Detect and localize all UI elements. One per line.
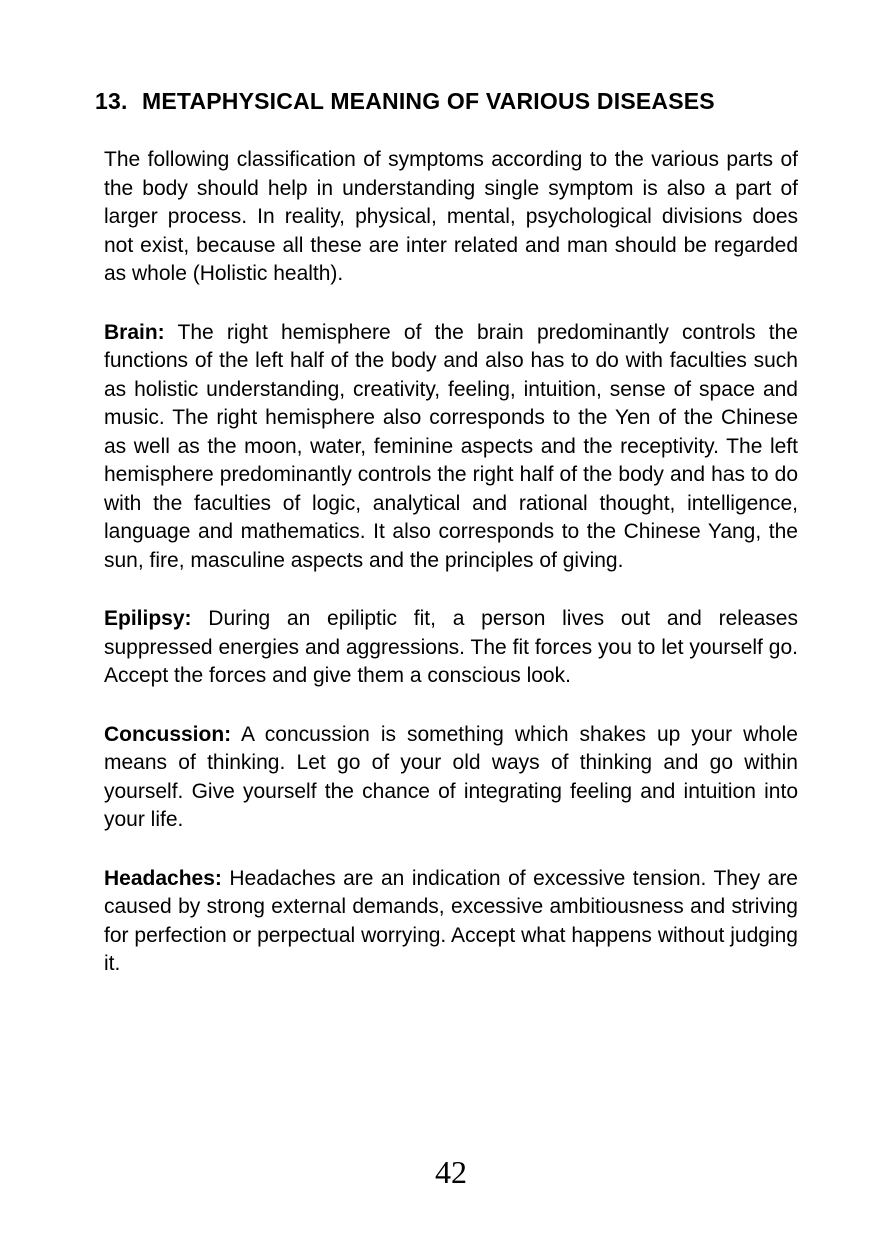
- paragraph-headaches: [104, 865, 798, 979]
- paragraph-brain-text: The right hemisphere of the brain predominantly controls the functions of the left half of the body and also has to do with faculties such as holistic understanding, creativity, feeling, intuition, sense of space and music. The right hemisphere also corresponds to the Yen of the Chinese as well as the moon, water, feminine aspects and the receptivity. The left hemisphere predominantly controls the right half of the body and has to do with the faculties of logic, analytical and rational thought, intelligence, language and mathematics. It also corresponds to the Chinese Yang, the sun, fire, masculine aspects and the principles of giving.: [104, 320, 798, 572]
- paragraph-epilipsy: [104, 605, 798, 691]
- intro-paragraph-text: The following classification of symptoms according to the various parts of the body should help in understanding single symptom is also a part of larger process. In reality, physical, mental, psychological divisions does not exist, because all these are inter related and man should be regarded as whole (Holistic health).: [104, 148, 798, 285]
- paragraph-brain-label: Brain:: [104, 320, 165, 344]
- chapter-heading: [95, 88, 715, 116]
- body-text: [104, 146, 798, 1009]
- page-number: 42: [435, 1154, 467, 1190]
- paragraph-concussion-label: Concussion:: [104, 722, 232, 746]
- chapter-number: 13.: [95, 88, 128, 114]
- intro-paragraph: [104, 146, 798, 289]
- paragraph-epilipsy-text: During an epiliptic fit, a person lives out and releases suppressed energies and aggressions. The fit forces you to let yourself go. Accept the forces and give them a conscious look.: [104, 607, 798, 687]
- paragraph-brain: [104, 319, 798, 576]
- paragraph-concussion: [104, 721, 798, 835]
- paragraph-headaches-text: Headaches are an indication of excessive tension. They are caused by strong external demands, excessive ambitiousness and striving for perfection or perpectual worrying. Accept what happens without judging it.: [104, 866, 798, 975]
- chapter-title: METAPHYSICAL MEANING OF VARIOUS DISEASES: [142, 88, 715, 114]
- paragraph-epilipsy-label: Epilipsy:: [104, 607, 192, 630]
- paragraph-headaches-label: Headaches:: [104, 866, 222, 890]
- paragraph-concussion-text: A concussion is something which shakes up your whole means of thinking. Let go of your old ways of thinking and go within yourself. Give yourself the chance of integrating feeling and intuition into your life.: [104, 722, 798, 831]
